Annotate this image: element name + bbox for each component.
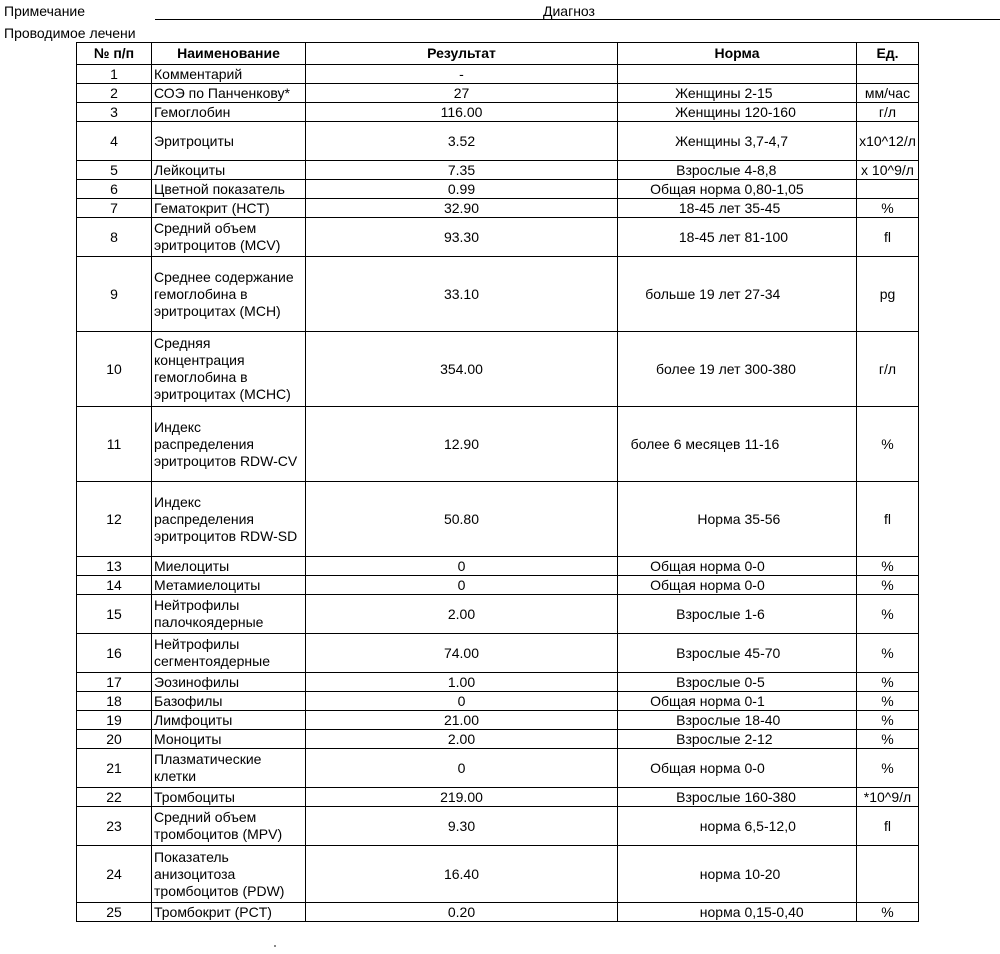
row-number: 6 xyxy=(77,180,152,199)
row-unit: pg xyxy=(857,257,919,332)
row-norm-group: 18-45 лет xyxy=(618,218,743,257)
row-norm-group: Взрослые xyxy=(618,161,743,180)
row-result: 354.00 xyxy=(306,332,618,407)
row-norm-group: Взрослые xyxy=(618,673,743,692)
row-number: 18 xyxy=(77,692,152,711)
row-result: 0 xyxy=(306,557,618,576)
table-row xyxy=(77,807,919,846)
row-number: 24 xyxy=(77,846,152,903)
row-name: Комментарий xyxy=(152,65,306,84)
row-unit: % xyxy=(857,730,919,749)
row-number: 2 xyxy=(77,84,152,103)
row-name: Метамиелоциты xyxy=(152,576,306,595)
row-name: Нейтрофилы сегментоядерные xyxy=(152,634,306,673)
row-name: Среднее содержание гемоглобина в эритроцитах (MCH) xyxy=(152,257,306,332)
row-result: 0 xyxy=(306,576,618,595)
row-norm-range: 0-0 xyxy=(743,576,857,595)
row-number: 14 xyxy=(77,576,152,595)
row-norm-group: Взрослые xyxy=(618,634,743,673)
row-number: 23 xyxy=(77,807,152,846)
row-unit: % xyxy=(857,634,919,673)
col-header-num: № п/п xyxy=(77,43,152,65)
row-number: 25 xyxy=(77,903,152,922)
row-result: 1.00 xyxy=(306,673,618,692)
row-unit: % xyxy=(857,595,919,634)
row-norm-range: 10-20 xyxy=(743,846,857,903)
row-number: 5 xyxy=(77,161,152,180)
row-result: 32.90 xyxy=(306,199,618,218)
row-number: 11 xyxy=(77,407,152,482)
row-norm-group: Взрослые xyxy=(618,595,743,634)
row-number: 19 xyxy=(77,711,152,730)
table-row xyxy=(77,846,919,903)
row-norm-group: Общая норма xyxy=(618,692,743,711)
row-name: Миелоциты xyxy=(152,557,306,576)
row-name: Индекс распределения эритроцитов RDW-SD xyxy=(152,482,306,557)
row-norm-range: 45-70 xyxy=(743,634,857,673)
row-name: Плазматические клетки xyxy=(152,749,306,788)
row-result: 74.00 xyxy=(306,634,618,673)
row-unit: % xyxy=(857,673,919,692)
row-norm-range: 0,80-1,05 xyxy=(743,180,857,199)
row-number: 16 xyxy=(77,634,152,673)
row-norm-range: 0-1 xyxy=(743,692,857,711)
row-unit: fl xyxy=(857,482,919,557)
row-number: 3 xyxy=(77,103,152,122)
table-row xyxy=(77,711,919,730)
row-result: 33.10 xyxy=(306,257,618,332)
row-norm-group xyxy=(618,65,743,84)
row-unit: fl xyxy=(857,218,919,257)
row-norm-range: 1-6 xyxy=(743,595,857,634)
row-unit: г/л xyxy=(857,332,919,407)
row-name: Эритроциты xyxy=(152,122,306,161)
row-norm-range: 27-34 xyxy=(743,257,857,332)
row-unit: % xyxy=(857,557,919,576)
row-result: 9.30 xyxy=(306,807,618,846)
row-number: 10 xyxy=(77,332,152,407)
row-norm-group: Норма xyxy=(618,482,743,557)
col-header-unit: Ед. xyxy=(857,43,919,65)
row-name: Средний объем тромбоцитов (MPV) xyxy=(152,807,306,846)
row-result: 2.00 xyxy=(306,730,618,749)
table-row xyxy=(77,103,919,122)
table-row xyxy=(77,218,919,257)
row-number: 21 xyxy=(77,749,152,788)
row-unit: % xyxy=(857,407,919,482)
diagnosis-label: Диагноз xyxy=(543,3,595,19)
row-unit: % xyxy=(857,903,919,922)
row-norm-group: Общая норма xyxy=(618,576,743,595)
therapy-label: Проводимое лечени xyxy=(4,25,136,41)
header-row xyxy=(0,0,1000,21)
row-result: 0 xyxy=(306,749,618,788)
row-result: 3.52 xyxy=(306,122,618,161)
row-unit: мм/час xyxy=(857,84,919,103)
row-norm-group: Взрослые xyxy=(618,730,743,749)
row-name: Индекс распределения эритроцитов RDW-CV xyxy=(152,407,306,482)
row-unit: fl xyxy=(857,807,919,846)
row-unit: % xyxy=(857,576,919,595)
table-row xyxy=(77,576,919,595)
row-norm-range: 160-380 xyxy=(743,788,857,807)
note-underline xyxy=(155,19,1000,20)
row-name: Нейтрофилы палочкоядерные xyxy=(152,595,306,634)
row-number: 13 xyxy=(77,557,152,576)
row-norm-group: 18-45 лет xyxy=(618,199,743,218)
row-number: 8 xyxy=(77,218,152,257)
row-norm-group: более 6 месяцев xyxy=(618,407,743,482)
row-norm-group: норма xyxy=(618,807,743,846)
row-norm-group: норма xyxy=(618,846,743,903)
row-norm-range: 120-160 xyxy=(743,103,857,122)
row-norm-group: Общая норма xyxy=(618,557,743,576)
row-name: Лейкоциты xyxy=(152,161,306,180)
table-header-row xyxy=(77,43,919,65)
row-name: Лимфоциты xyxy=(152,711,306,730)
row-unit xyxy=(857,846,919,903)
row-unit xyxy=(857,65,919,84)
row-unit: x10^12/л xyxy=(857,122,919,161)
table-row xyxy=(77,749,919,788)
row-result: 2.00 xyxy=(306,595,618,634)
table-row xyxy=(77,595,919,634)
row-result: 0.20 xyxy=(306,903,618,922)
row-unit: % xyxy=(857,692,919,711)
row-number: 22 xyxy=(77,788,152,807)
row-norm-group: Общая норма xyxy=(618,180,743,199)
table-row xyxy=(77,903,919,922)
table-row xyxy=(77,692,919,711)
table-row xyxy=(77,332,919,407)
row-name: Средняя концентрация гемоглобина в эритроцитах (MCHC) xyxy=(152,332,306,407)
row-number: 20 xyxy=(77,730,152,749)
row-number: 9 xyxy=(77,257,152,332)
row-result: 7.35 xyxy=(306,161,618,180)
row-norm-range: 6,5-12,0 xyxy=(743,807,857,846)
row-unit: *10^9/л xyxy=(857,788,919,807)
row-number: 17 xyxy=(77,673,152,692)
col-header-norm: Норма xyxy=(618,43,857,65)
note-label: Примечание xyxy=(4,3,86,19)
row-result: - xyxy=(306,65,618,84)
row-norm-group: норма xyxy=(618,903,743,922)
row-result: 93.30 xyxy=(306,218,618,257)
row-result: 12.90 xyxy=(306,407,618,482)
table-row xyxy=(77,257,919,332)
results-table xyxy=(76,42,919,922)
row-name: Гемоглобин xyxy=(152,103,306,122)
row-result: 116.00 xyxy=(306,103,618,122)
row-result: 21.00 xyxy=(306,711,618,730)
row-result: 16.40 xyxy=(306,846,618,903)
table-row xyxy=(77,557,919,576)
row-norm-group: больше 19 лет xyxy=(618,257,743,332)
table-row xyxy=(77,407,919,482)
row-norm-range: 0,15-0,40 xyxy=(743,903,857,922)
table-row xyxy=(77,634,919,673)
row-norm-range: 0-0 xyxy=(743,557,857,576)
row-norm-range: 2-15 xyxy=(743,84,857,103)
row-norm-range: 11-16 xyxy=(743,407,857,482)
row-result: 27 xyxy=(306,84,618,103)
table-row xyxy=(77,65,919,84)
row-norm-range: 0-5 xyxy=(743,673,857,692)
row-result: 0 xyxy=(306,692,618,711)
row-unit: % xyxy=(857,199,919,218)
row-number: 1 xyxy=(77,65,152,84)
row-norm-range: 2-12 xyxy=(743,730,857,749)
table-row xyxy=(77,730,919,749)
row-unit: % xyxy=(857,749,919,788)
row-norm-range: 4-8,8 xyxy=(743,161,857,180)
row-norm-group: Женщины xyxy=(618,122,743,161)
stray-mark xyxy=(274,945,276,947)
row-norm-range: 0-0 xyxy=(743,749,857,788)
row-name: Тромбокрит (PCT) xyxy=(152,903,306,922)
row-name: Эозинофилы xyxy=(152,673,306,692)
row-name: Базофилы xyxy=(152,692,306,711)
row-name: Моноциты xyxy=(152,730,306,749)
row-unit: % xyxy=(857,711,919,730)
row-norm-group: Взрослые xyxy=(618,711,743,730)
row-norm-group: Взрослые xyxy=(618,788,743,807)
row-unit: x 10^9/л xyxy=(857,161,919,180)
row-name: СОЭ по Панченкову* xyxy=(152,84,306,103)
row-number: 4 xyxy=(77,122,152,161)
row-name: Тромбоциты xyxy=(152,788,306,807)
row-norm-range: 81-100 xyxy=(743,218,857,257)
row-norm-group: Общая норма xyxy=(618,749,743,788)
table-row xyxy=(77,482,919,557)
row-result: 50.80 xyxy=(306,482,618,557)
row-name: Гематокрит (HCT) xyxy=(152,199,306,218)
row-name: Средний объем эритроцитов (MCV) xyxy=(152,218,306,257)
row-norm-range: 3,7-4,7 xyxy=(743,122,857,161)
row-result: 0.99 xyxy=(306,180,618,199)
row-number: 15 xyxy=(77,595,152,634)
row-norm-range: 35-56 xyxy=(743,482,857,557)
row-unit xyxy=(857,180,919,199)
row-unit: г/л xyxy=(857,103,919,122)
table-row xyxy=(77,84,919,103)
table-row xyxy=(77,788,919,807)
table-row xyxy=(77,122,919,161)
col-header-name: Наименование xyxy=(152,43,306,65)
row-norm-group: Женщины xyxy=(618,103,743,122)
table-row xyxy=(77,161,919,180)
row-norm-range xyxy=(743,65,857,84)
row-norm-range: 18-40 xyxy=(743,711,857,730)
row-name: Показатель анизоцитоза тромбоцитов (PDW) xyxy=(152,846,306,903)
row-norm-group: Женщины xyxy=(618,84,743,103)
row-number: 7 xyxy=(77,199,152,218)
row-result: 219.00 xyxy=(306,788,618,807)
table-row xyxy=(77,180,919,199)
table-row xyxy=(77,199,919,218)
row-norm-range: 300-380 xyxy=(743,332,857,407)
row-norm-range: 35-45 xyxy=(743,199,857,218)
col-header-result: Результат xyxy=(306,43,618,65)
row-number: 12 xyxy=(77,482,152,557)
row-name: Цветной показатель xyxy=(152,180,306,199)
row-norm-group: более 19 лет xyxy=(618,332,743,407)
table-row xyxy=(77,673,919,692)
